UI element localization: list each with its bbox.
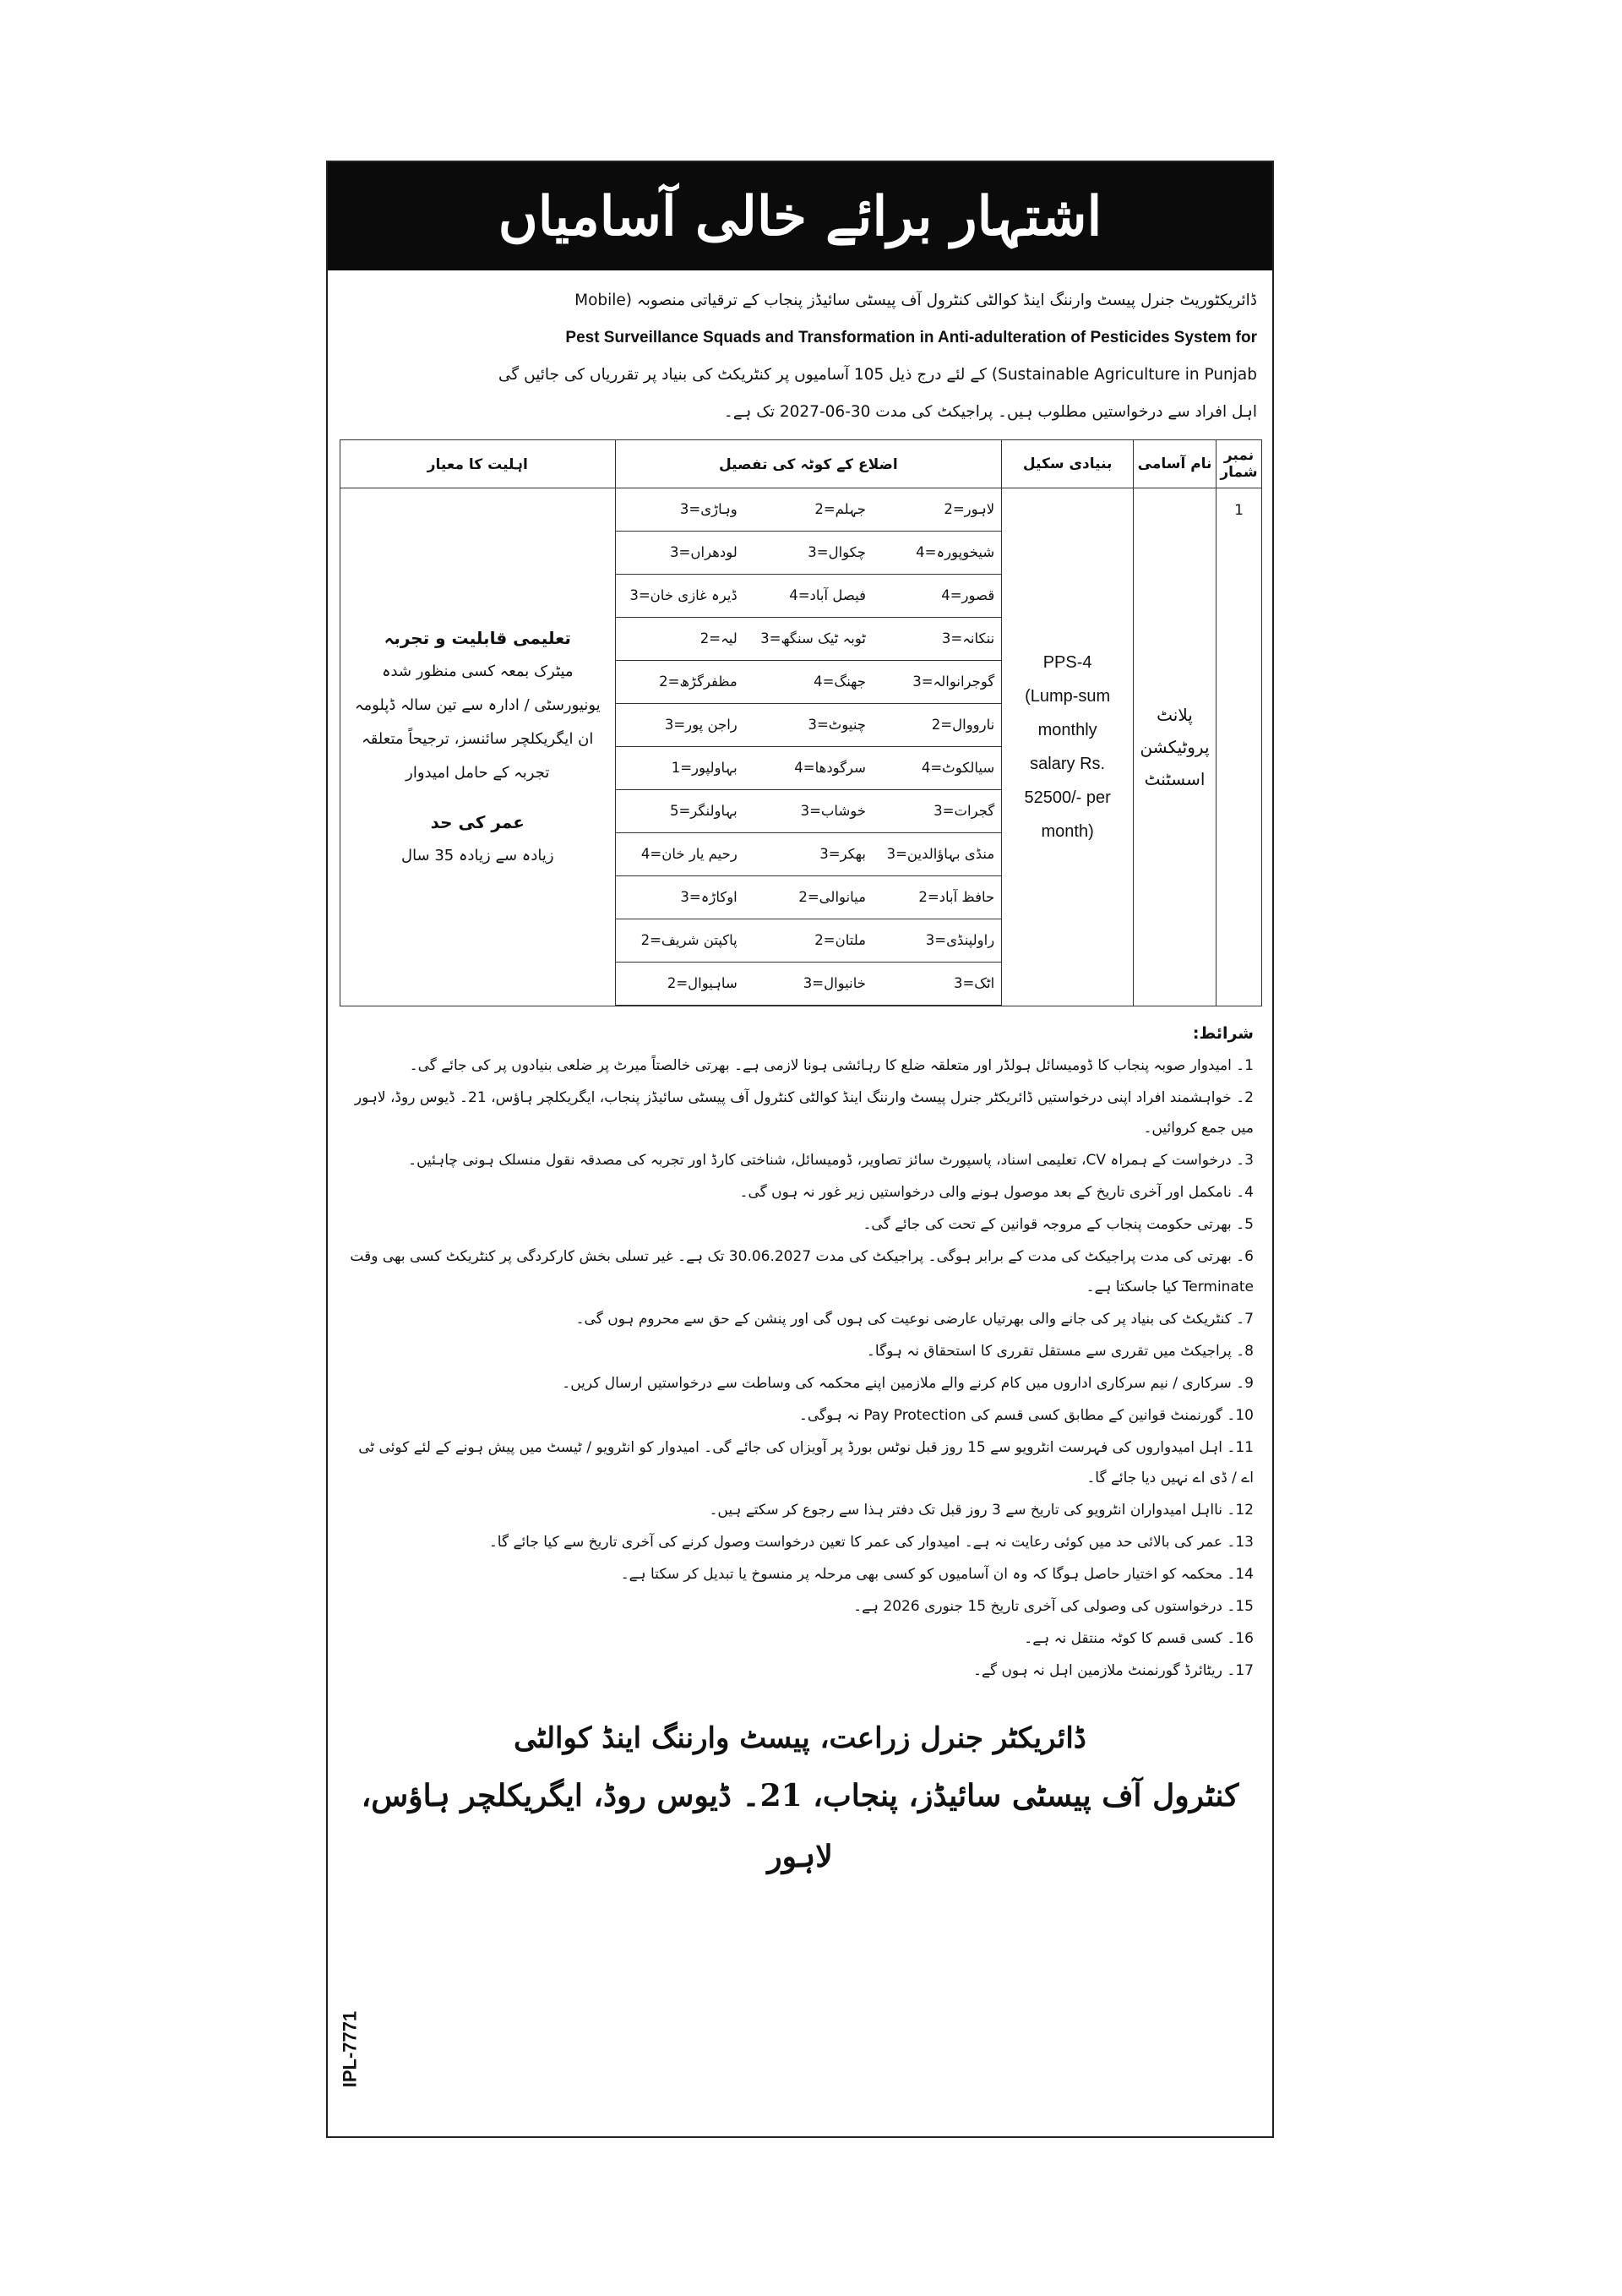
cell-post bbox=[1134, 488, 1216, 1006]
signature-line-2: کنٹرول آف پیسٹی سائیڈز، پنجاب، 21۔ ڈیوس روڈ، ایگریکلچر ہاؤس، لاہور bbox=[361, 1778, 1239, 1874]
district-quota-cell: مظفرگڑھ=2 bbox=[616, 661, 744, 704]
ad-title-banner bbox=[328, 162, 1272, 270]
post-title-line-2: اسسٹنٹ bbox=[1144, 769, 1206, 789]
condition-item: 4۔ نامکمل اور آخری تاریخ کے بعد موصول ہونے والی درخواستیں زیر غور نہ ہوں گی۔ bbox=[739, 1184, 1254, 1201]
district-quota-cell: سرگودھا=4 bbox=[744, 747, 873, 790]
ipl-code-box bbox=[333, 1994, 367, 2104]
age-limit-heading: عمر کی حد bbox=[430, 812, 525, 832]
district-quota-cell: ڈیرہ غازی خان=3 bbox=[616, 575, 744, 618]
scale-line-2: (Lump-sum bbox=[1025, 687, 1111, 706]
ad-title: اشتہار برائے خالی آسامیاں bbox=[498, 184, 1102, 248]
district-quota-cell: جہلم=2 bbox=[744, 488, 873, 532]
district-quota-grid bbox=[616, 488, 1002, 1006]
district-quota-cell: راولپنڈی=3 bbox=[873, 919, 1001, 963]
header-post: نام آسامی bbox=[1134, 440, 1216, 488]
district-quota-cell: سیالکوٹ=4 bbox=[873, 747, 1001, 790]
district-quota-cell: بہاولنگر=5 bbox=[616, 790, 744, 833]
condition-item: 13۔ عمر کی بالائی حد میں کوئی رعایت نہ ہے۔ امیدوار کی عمر کا تعین درخواست وصول کرنے کی آخری تاریخ سے کیا جائے گا۔ bbox=[488, 1534, 1254, 1551]
conditions-list bbox=[346, 1050, 1254, 1686]
district-quota-cell: گوجرانوالہ=3 bbox=[873, 661, 1001, 704]
condition-item: 1۔ امیدوار صوبہ پنجاب کا ڈومیسائل ہولڈر اور متعلقہ ضلع کا رہائشی ہونا لازمی ہے۔ بھرتی خالصتاً میرٹ پر ضلعی بنیادوں پر کی جائے گی۔ bbox=[409, 1057, 1254, 1074]
condition-item: 15۔ درخواستوں کی وصولی کی آخری تاریخ 15 جنوری 2026 ہے۔ bbox=[853, 1598, 1254, 1615]
condition-item: 10۔ گورنمنٹ قوانین کے مطابق کسی قسم کی Pay Protection نہ ہوگی۔ bbox=[798, 1407, 1254, 1424]
header-scale: بنیادی سکیل bbox=[1002, 440, 1134, 488]
district-quota-cell: خوشاب=3 bbox=[744, 790, 873, 833]
condition-item: 11۔ اہل امیدواروں کی فہرست انٹرویو سے 15 روز قبل نوٹس بورڈ پر آویزاں کی جائے گی۔ امیدوار کو انٹرویو / ٹیسٹ میں پیش ہونے کے لئے کوئی ٹی اے / ڈی اے نہیں دیا جائے گا۔ bbox=[358, 1439, 1254, 1486]
advertisement bbox=[326, 161, 1274, 2138]
condition-item: 7۔ کنٹریکٹ کی بنیاد پر کی جانے والی بھرتیاں عارضی نوعیت کی ہوں گی اور پنشن کے حق سے محروم ہوں گی۔ bbox=[575, 1311, 1254, 1328]
signature-block bbox=[328, 1711, 1272, 1887]
condition-item: 17۔ ریٹائرڈ گورنمنٹ ملازمین اہل نہ ہوں گے۔ bbox=[973, 1662, 1254, 1679]
district-quota-cell: رحیم یار خان=4 bbox=[616, 833, 744, 876]
header-eligibility: اہلیت کا معیار bbox=[340, 440, 616, 488]
district-quota-cell: لیہ=2 bbox=[616, 618, 744, 661]
scale-line-5: 52500/- per bbox=[1024, 788, 1111, 807]
district-quota-cell: قصور=4 bbox=[873, 575, 1001, 618]
condition-item: 6۔ بھرتی کی مدت پراجیکٹ کی مدت کے برابر ہوگی۔ پراجیکٹ کی مدت 30.06.2027 تک ہے۔ غیر تسلی بخش کارکردگی پر کنٹریکٹ کسی بھی وقت Terminate کیا جاسکتا ہے۔ bbox=[350, 1248, 1254, 1295]
district-quota-cell: راجن پور=3 bbox=[616, 704, 744, 747]
post-title-line-1: پلانٹ پروٹیکشن bbox=[1140, 705, 1210, 757]
district-quota-cell: اوکاڑہ=3 bbox=[616, 876, 744, 919]
header-serial: نمبر شمار bbox=[1216, 440, 1262, 488]
condition-item: 12۔ نااہل امیدواران انٹرویو کی تاریخ سے 3 روز قبل تک دفتر ہذا سے رجوع کر سکتے ہیں۔ bbox=[709, 1502, 1254, 1519]
district-quota-cell: فیصل آباد=4 bbox=[744, 575, 873, 618]
district-quota-cell: شیخوپورہ=4 bbox=[873, 532, 1001, 575]
serial-number: 1 bbox=[1234, 502, 1244, 519]
district-quota-cell: ننکانہ=3 bbox=[873, 618, 1001, 661]
district-quota-cell: گجرات=3 bbox=[873, 790, 1001, 833]
qualification-text: میٹرک بمعہ کسی منظور شدہ یونیورسٹی / ادارہ سے تین سالہ ڈپلومہ ان ایگریکلچر سائنسز، ترجیحاً متعلقہ تجربہ کے حامل امیدوار bbox=[354, 663, 601, 782]
district-quota-cell: ساہیوال=2 bbox=[616, 963, 744, 1006]
district-quota-cell: جھنگ=4 bbox=[744, 661, 873, 704]
scale-line-3: monthly bbox=[1037, 721, 1097, 739]
scale-line-1: PPS-4 bbox=[1042, 653, 1092, 672]
intro-line-4: اہل افراد سے درخواستیں مطلوب ہیں۔ پراجیکٹ کی مدت 30-06-2027 تک ہے۔ bbox=[723, 403, 1257, 421]
district-quota-cell: ٹوبہ ٹیک سنگھ=3 bbox=[744, 618, 873, 661]
condition-item: 9۔ سرکاری / نیم سرکاری اداروں میں کام کرنے والے ملازمین اپنے محکمہ کی وساطت سے درخواستیں ارسال کریں۔ bbox=[562, 1375, 1254, 1392]
signature-line-1: ڈائریکٹر جنرل زراعت، پیسٹ وارننگ اینڈ کوالٹی bbox=[514, 1721, 1086, 1755]
condition-item: 3۔ درخواست کے ہمراہ CV، تعلیمی اسناد، پاسپورٹ سائز تصاویر، ڈومیسائل، شناختی کارڈ اور تجربہ کی مصدقہ نقول منسلک ہونی چاہئیں۔ bbox=[408, 1152, 1254, 1169]
district-quota-cell: چنیوٹ=3 bbox=[744, 704, 873, 747]
district-quota-cell: لودھراں=3 bbox=[616, 532, 744, 575]
district-quota-cell: ملتان=2 bbox=[744, 919, 873, 963]
district-quota-cell: منڈی بہاؤالدین=3 bbox=[873, 833, 1001, 876]
cell-scale bbox=[1002, 488, 1134, 1006]
district-quota-cell: بہاولپور=1 bbox=[616, 747, 744, 790]
cell-eligibility bbox=[340, 488, 616, 1006]
district-quota-cell: چکوال=3 bbox=[744, 532, 873, 575]
condition-item: 2۔ خواہشمند افراد اپنی درخواستیں ڈائریکٹر جنرل پیسٹ وارننگ اینڈ کوالٹی کنٹرول آف پیسٹی سائیڈز پنجاب، ایگریکلچر ہاؤس، 21۔ ڈیوس روڈ، لاہور میں جمع کروائیں۔ bbox=[354, 1089, 1254, 1137]
scale-line-6: month) bbox=[1041, 822, 1094, 841]
condition-item: 16۔ کسی قسم کا کوٹہ منتقل نہ ہے۔ bbox=[1024, 1630, 1254, 1647]
conditions-heading: شرائط: bbox=[1192, 1024, 1254, 1043]
conditions-section bbox=[328, 1006, 1272, 1686]
district-quota-cell: میانوالی=2 bbox=[744, 876, 873, 919]
qualification-heading: تعلیمی قابلیت و تجربہ bbox=[384, 628, 571, 648]
ipl-code: IPL-7771 bbox=[339, 2010, 360, 2088]
scale-line-4: salary Rs. bbox=[1030, 755, 1106, 773]
cell-serial bbox=[1216, 488, 1262, 1006]
intro-line-2: Pest Surveillance Squads and Transformation in Anti-adulteration of Pesticides System for bbox=[565, 329, 1257, 346]
district-quota-cell: حافظ آباد=2 bbox=[873, 876, 1001, 919]
condition-item: 5۔ بھرتی حکومت پنجاب کے مروجہ قوانین کے تحت کی جائے گی۔ bbox=[863, 1216, 1254, 1233]
district-quota-cell: اٹک=3 bbox=[873, 963, 1001, 1006]
intro-line-1: ڈائریکٹوریٹ جنرل پیسٹ وارننگ اینڈ کوالٹی کنٹرول آف پیسٹی سائیڈز پنجاب کے ترقیاتی منصوبہ (Mobile bbox=[574, 292, 1257, 309]
district-quota-cell: بھکر=3 bbox=[744, 833, 873, 876]
cell-districts bbox=[615, 488, 1002, 1006]
intro-paragraph bbox=[328, 270, 1272, 436]
district-quota-cell: وہاڑی=3 bbox=[616, 488, 744, 532]
intro-line-3: Sustainable Agriculture in Punjab) کے لئے درج ذیل 105 آسامیوں پر کنٹریکٹ کی بنیاد پر تقرریاں کی جائیں گی bbox=[498, 366, 1257, 384]
district-quota-cell: لاہور=2 bbox=[873, 488, 1001, 532]
quota-table bbox=[340, 439, 1262, 1006]
age-limit-text: زیادہ سے زیادہ 35 سال bbox=[400, 847, 554, 864]
header-districts: اضلاع کے کوٹہ کی تفصیل bbox=[615, 440, 1002, 488]
district-quota-cell: خانیوال=3 bbox=[744, 963, 873, 1006]
condition-item: 14۔ محکمہ کو اختیار حاصل ہوگا کہ وہ ان آسامیوں کو کسی بھی مرحلہ پر منسوخ یا تبدیل کر سکتا ہے۔ bbox=[620, 1566, 1254, 1583]
district-quota-cell: پاکپتن شریف=2 bbox=[616, 919, 744, 963]
condition-item: 8۔ پراجیکٹ میں تقرری سے مستقل تقرری کا استحقاق نہ ہوگا۔ bbox=[866, 1343, 1254, 1360]
district-quota-cell: نارووال=2 bbox=[873, 704, 1001, 747]
